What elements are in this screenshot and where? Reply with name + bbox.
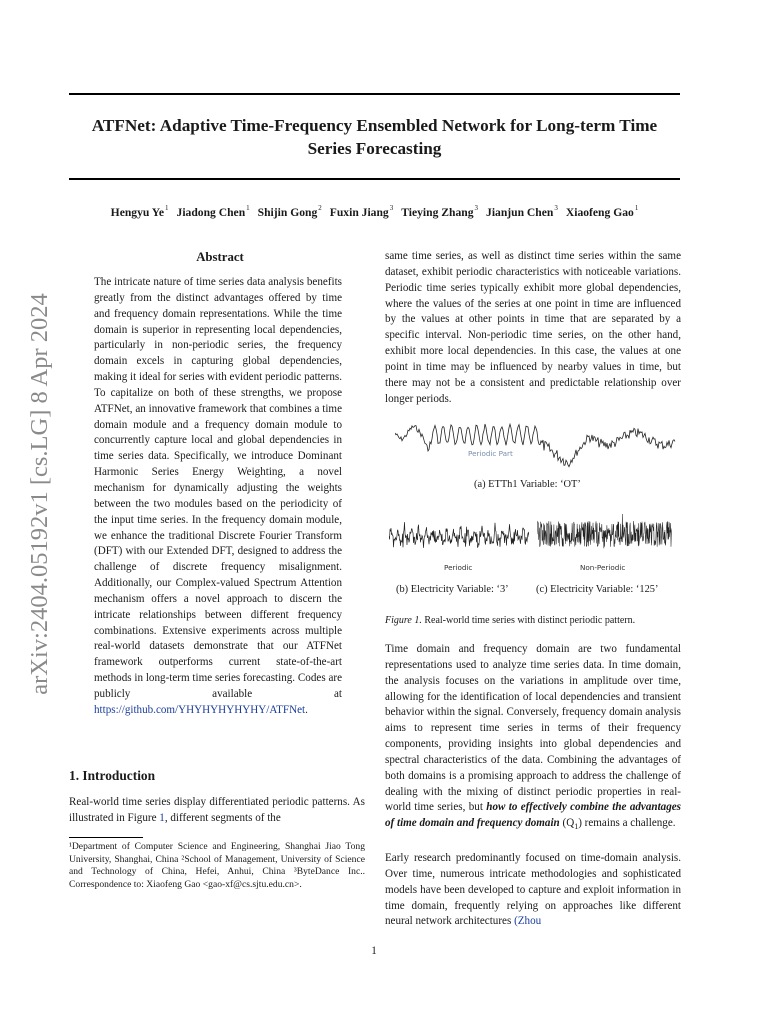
author-4	[330, 206, 393, 219]
author-list	[69, 205, 680, 219]
author-2	[177, 206, 250, 219]
abstract-body	[94, 275, 342, 719]
intro-paragraph	[69, 795, 365, 827]
abstract-link-tail: .	[305, 703, 308, 716]
subcaption-c: (c) Electricity Variable: ‘125’	[536, 584, 659, 595]
author-name: Jianjun Chen	[486, 205, 554, 219]
right-p2-tail: ) remains a challenge.	[578, 817, 676, 830]
author-affiliation-mark: 1	[634, 204, 639, 212]
affiliation-footnote: ¹Department of Computer Science and Engineering, Shanghai Jiao Tong University, Shanghai, China ²School of Management, University of Science and Technology of China, Hefei, Anhui, China ³ByteDance Inc.. Correspondence to: Xiaofeng Gao <gao-xf@cs.sjtu.edu.cn>.	[69, 841, 365, 891]
code-link[interactable]: https://github.com/YHYHYHYHYHY/ATFNet	[94, 703, 306, 716]
title-line-2: Series Forecasting	[307, 139, 442, 158]
author-affiliation-mark: 3	[389, 204, 394, 212]
subcaption-a: (a) ETTh1 Variable: ‘OT’	[474, 479, 581, 490]
author-name: Tieying Zhang	[401, 205, 474, 219]
etth1-series-line	[395, 424, 675, 467]
figure-1b-plot	[389, 517, 529, 562]
author-5	[401, 206, 478, 219]
subcaption-b: (b) Electricity Variable: ‘3’	[396, 584, 509, 595]
author-name: Hengyu Ye	[110, 205, 165, 219]
periodic-label: Periodic	[444, 563, 473, 572]
right-p2-q-sub: 1	[574, 822, 579, 832]
paper-title	[69, 114, 680, 160]
intro-heading: 1. Introduction	[69, 768, 156, 783]
author-name: Fuxin Jiang	[329, 205, 389, 219]
figure-caption-label: Figure 1.	[385, 615, 422, 626]
figure-caption	[385, 614, 681, 627]
periodic-part-label: Periodic Part	[468, 449, 513, 458]
author-affiliation-mark: 1	[246, 204, 250, 212]
arxiv-stamp: arXiv:2404.05192v1 [cs.LG] 8 Apr 2024	[26, 293, 53, 695]
abstract-text: The intricate nature of time series data analysis benefits greatly from the distinct advantages offered by time and frequency domain representations. While the time domain is superior in representing local dependencies, particularly in non-periodic series, the frequency domain excels in capturing global dependencies, making it ideal for series with evident periodic patterns. To capitalize on both of these strengths, we propose ATFNet, an innovative framework that combines a time domain module and a frequency domain module to concurrently capture local and global dependencies in time series data. Specifically, we introduce Dominant Harmonic Series Energy Weighting, a novel mechanism for dynamically adjusting the weights between the two modules based on the periodicity of the input time series. In the frequency domain module, we enhance the traditional Discrete Fourier Transform (DFT) with our Extended DFT, designed to address the challenge of discrete frequency misalignment. Additionally, our Complex-valued Spectrum Attention mechanism offers a novel approach to discern the intricate relationships between different frequency combinations. Extensive experiments across multiple real-world datasets demonstrate that our ATFNet framework outperforms current state-of-the-art methods in long-term time series forecasting. Codes are publicly available at	[94, 276, 342, 700]
right-p3-text: Early research predominantly focused on time-domain analysis. Over time, numerous intricate methodologies and sophisticated models have been developed to capture and exploit information in time domain, frequently relying on approaches like different neural network architectures	[385, 852, 681, 928]
figure-caption-text: Real-world time series with distinct periodic pattern.	[421, 615, 636, 626]
author-name: Xiaofeng Gao	[565, 205, 634, 219]
right-paragraph-2	[385, 642, 681, 835]
figure-ref-link[interactable]: 1	[159, 811, 165, 824]
electricity-125-series-line	[537, 514, 672, 548]
footnote-rule	[69, 837, 143, 838]
author-name: Jiadong Chen	[176, 205, 246, 219]
title-bottom-rule	[69, 178, 680, 180]
author-affiliation-mark: 2	[318, 204, 322, 212]
right-p2-text: Time domain and frequency domain are two fundamental representations used to analyze time series data. In time domain, the analysis focuses on the variations in amplitude over time, allowing for the identification of local dependencies and transient behavior within the signal. Conversely, frequency domain analysis aims to represent time series in terms of their frequency components, providing insights into global dependencies and spectral characteristics of the data. Combining the advantages of both domains is a promising approach to address the challenge of dealing with the mixing of distinct periodic properties in real-world time series, but	[385, 643, 681, 814]
figure-1c-plot	[537, 512, 672, 562]
non-periodic-label: Non-Periodic	[580, 563, 626, 572]
figure-1a-plot	[395, 413, 677, 473]
abstract-heading: Abstract	[196, 250, 244, 264]
title-top-rule	[69, 93, 680, 95]
right-p2-q: (Q	[559, 817, 575, 830]
research-question-text: how to effectively combine the advantages of time domain and frequency domain	[385, 801, 681, 830]
author-6	[486, 206, 558, 219]
intro-text-b: , different segments of the	[164, 811, 281, 824]
author-name: Shijin Gong	[257, 205, 318, 219]
right-paragraph-3	[385, 851, 681, 930]
author-3	[258, 206, 322, 219]
author-affiliation-mark: 3	[474, 204, 479, 212]
title-line-1: ATFNet: Adaptive Time-Frequency Ensembled Network for Long-term Time	[91, 116, 658, 135]
electricity-3-series-line	[389, 522, 529, 548]
citation-link[interactable]: (Zhou	[514, 915, 542, 928]
author-affiliation-mark: 3	[554, 204, 558, 212]
right-paragraph-1: same time series, as well as distinct time series within the same dataset, exhibit periodic characteristics with noticeable variations. Periodic time series typically exhibit more global dependencies, where the values of the series at one point in time are influenced by the values at other points in time that are separated by a specific interval. Non-periodic time series, on the other hand, exhibit more local dependencies. In this case, the values at one point in time may be influenced by nearby values in time, but there may not be a consistent and predictable relationship over longer periods.	[385, 250, 681, 405]
intro-text-a: Real-world time series display differentiated periodic patterns. As illustrated in Figure	[69, 796, 365, 824]
author-1	[111, 206, 169, 219]
page-number: 1	[371, 945, 377, 957]
author-7	[566, 206, 638, 219]
author-affiliation-mark: 1	[165, 204, 169, 212]
